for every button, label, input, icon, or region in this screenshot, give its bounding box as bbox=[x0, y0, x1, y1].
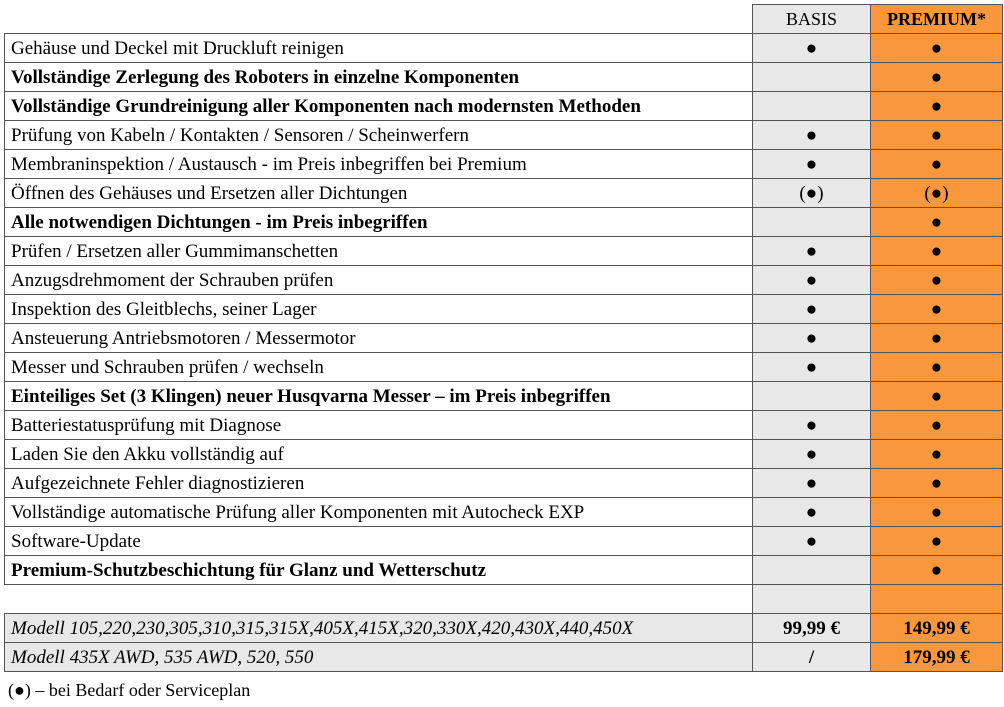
premium-mark: ● bbox=[871, 324, 1003, 353]
basis-mark bbox=[753, 92, 871, 121]
service-rows bbox=[5, 34, 1003, 585]
model-label: Modell 435X AWD, 535 AWD, 520, 550 bbox=[5, 643, 753, 672]
service-label: Prüfung von Kabeln / Kontakten / Sensoren / Scheinwerfern bbox=[5, 121, 753, 150]
premium-mark: ● bbox=[871, 63, 1003, 92]
basis-mark: ● bbox=[753, 411, 871, 440]
price-row bbox=[5, 643, 1003, 672]
price-rows bbox=[5, 585, 1003, 672]
table-row bbox=[5, 237, 1003, 266]
service-label: Vollständige Grundreinigung aller Komponenten nach modernsten Methoden bbox=[5, 92, 753, 121]
premium-mark: ● bbox=[871, 208, 1003, 237]
spacer-cell bbox=[5, 585, 753, 614]
spacer-row bbox=[5, 585, 1003, 614]
premium-mark: ● bbox=[871, 34, 1003, 63]
service-label: Vollständige Zerlegung des Roboters in einzelne Komponenten bbox=[5, 63, 753, 92]
premium-mark: ● bbox=[871, 353, 1003, 382]
premium-mark: ● bbox=[871, 440, 1003, 469]
service-label: Aufgezeichnete Fehler diagnostizieren bbox=[5, 469, 753, 498]
table-row bbox=[5, 411, 1003, 440]
premium-mark: ● bbox=[871, 150, 1003, 179]
service-label: Anzugsdrehmoment der Schrauben prüfen bbox=[5, 266, 753, 295]
premium-mark: ● bbox=[871, 295, 1003, 324]
service-label: Einteiliges Set (3 Klingen) neuer Husqvarna Messer – im Preis inbegriffen bbox=[5, 382, 753, 411]
premium-mark: ● bbox=[871, 266, 1003, 295]
spacer-cell bbox=[753, 585, 871, 614]
header-basis: BASIS bbox=[753, 5, 871, 34]
service-label: Messer und Schrauben prüfen / wechseln bbox=[5, 353, 753, 382]
premium-mark: ● bbox=[871, 527, 1003, 556]
table-row bbox=[5, 498, 1003, 527]
header-row bbox=[5, 5, 1003, 34]
basis-mark bbox=[753, 556, 871, 585]
service-label: Öffnen des Gehäuses und Ersetzen aller Dichtungen bbox=[5, 179, 753, 208]
basis-mark: ● bbox=[753, 150, 871, 179]
service-label: Prüfen / Ersetzen aller Gummimanschetten bbox=[5, 237, 753, 266]
basis-mark: ● bbox=[753, 440, 871, 469]
premium-mark: ● bbox=[871, 92, 1003, 121]
footnote: (●) – bei Bedarf oder Serviceplan bbox=[8, 680, 251, 700]
model-label: Modell 105,220,230,305,310,315,315X,405X,415X,320,330X,420,430X,440,450X bbox=[5, 614, 753, 643]
basis-mark bbox=[753, 382, 871, 411]
premium-mark: ● bbox=[871, 556, 1003, 585]
basis-mark: ● bbox=[753, 237, 871, 266]
premium-price: 149,99 € bbox=[871, 614, 1003, 643]
table-row bbox=[5, 63, 1003, 92]
service-label: Laden Sie den Akku vollständig auf bbox=[5, 440, 753, 469]
service-label: Software-Update bbox=[5, 527, 753, 556]
premium-mark: ● bbox=[871, 498, 1003, 527]
basis-mark bbox=[753, 63, 871, 92]
basis-mark: ● bbox=[753, 527, 871, 556]
premium-mark: (●) bbox=[871, 179, 1003, 208]
premium-mark: ● bbox=[871, 237, 1003, 266]
basis-mark: (●) bbox=[753, 179, 871, 208]
basis-mark: ● bbox=[753, 353, 871, 382]
basis-mark: ● bbox=[753, 498, 871, 527]
table-row bbox=[5, 556, 1003, 585]
price-row bbox=[5, 614, 1003, 643]
table-row bbox=[5, 469, 1003, 498]
service-label: Alle notwendigen Dichtungen - im Preis inbegriffen bbox=[5, 208, 753, 237]
service-label: Ansteuerung Antriebsmotoren / Messermotor bbox=[5, 324, 753, 353]
basis-mark: ● bbox=[753, 266, 871, 295]
service-comparison-table bbox=[4, 4, 1003, 672]
spacer-cell bbox=[871, 585, 1003, 614]
basis-mark: ● bbox=[753, 469, 871, 498]
basis-mark bbox=[753, 208, 871, 237]
table-row bbox=[5, 121, 1003, 150]
basis-mark: ● bbox=[753, 324, 871, 353]
table-row bbox=[5, 295, 1003, 324]
table-row bbox=[5, 527, 1003, 556]
service-label: Batteriestatusprüfung mit Diagnose bbox=[5, 411, 753, 440]
table-row bbox=[5, 353, 1003, 382]
basis-mark: ● bbox=[753, 34, 871, 63]
table-row bbox=[5, 179, 1003, 208]
premium-mark: ● bbox=[871, 411, 1003, 440]
basis-price: / bbox=[753, 643, 871, 672]
table-row bbox=[5, 150, 1003, 179]
service-label: Gehäuse und Deckel mit Druckluft reinigen bbox=[5, 34, 753, 63]
table-row bbox=[5, 208, 1003, 237]
table-row bbox=[5, 382, 1003, 411]
premium-mark: ● bbox=[871, 469, 1003, 498]
service-label: Vollständige automatische Prüfung aller Komponenten mit Autocheck EXP bbox=[5, 498, 753, 527]
premium-mark: ● bbox=[871, 121, 1003, 150]
service-label: Inspektion des Gleitblechs, seiner Lager bbox=[5, 295, 753, 324]
basis-mark: ● bbox=[753, 295, 871, 324]
basis-price: 99,99 € bbox=[753, 614, 871, 643]
service-label: Premium-Schutzbeschichtung für Glanz und Wetterschutz bbox=[5, 556, 753, 585]
table-row bbox=[5, 324, 1003, 353]
premium-price: 179,99 € bbox=[871, 643, 1003, 672]
basis-mark: ● bbox=[753, 121, 871, 150]
service-label: Membraninspektion / Austausch - im Preis inbegriffen bei Premium bbox=[5, 150, 753, 179]
header-premium: PREMIUM* bbox=[871, 5, 1003, 34]
table-row bbox=[5, 440, 1003, 469]
premium-mark: ● bbox=[871, 382, 1003, 411]
table-row bbox=[5, 92, 1003, 121]
table-row bbox=[5, 34, 1003, 63]
table-row bbox=[5, 266, 1003, 295]
header-empty-cell bbox=[5, 5, 753, 34]
